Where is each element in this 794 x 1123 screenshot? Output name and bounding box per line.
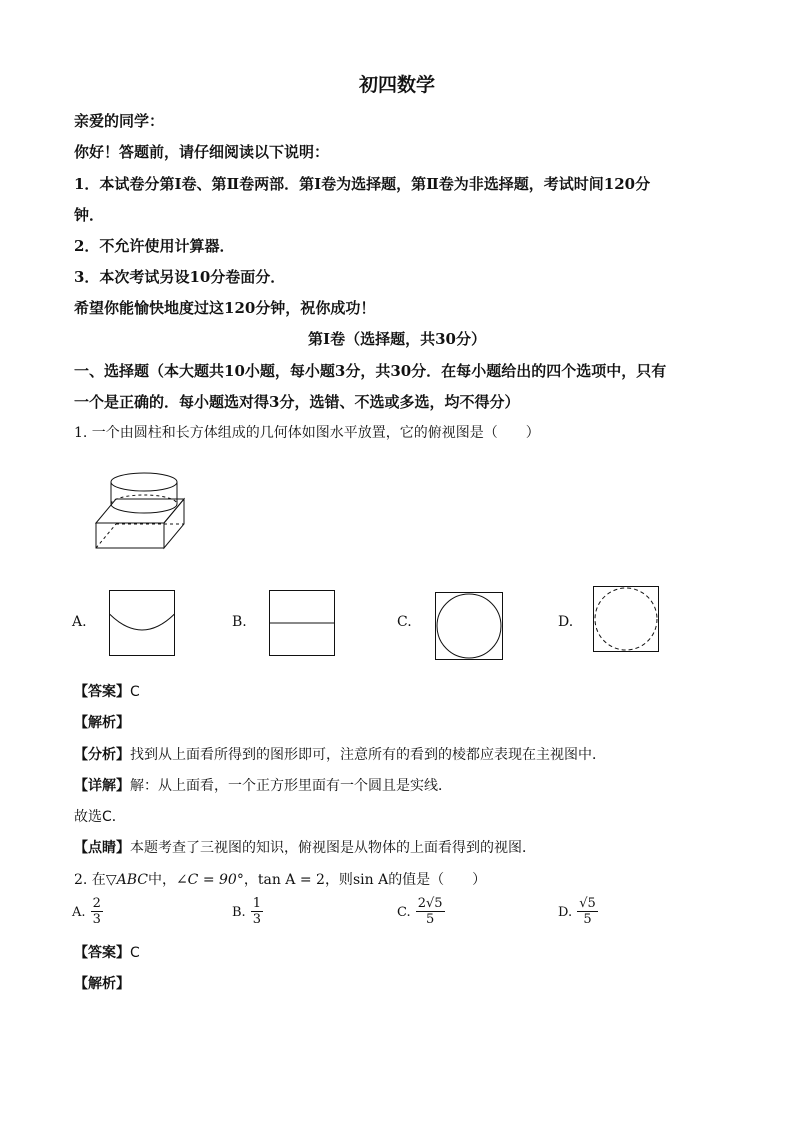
denominator: 3 xyxy=(252,912,262,927)
answer-value: C xyxy=(130,684,140,700)
q1-fenxi-line xyxy=(74,744,606,764)
section-heading: 第Ⅰ卷（选择题，共30分） xyxy=(308,330,486,348)
hello-line: 你好！答题前，请仔细阅读以下说明： xyxy=(74,143,330,161)
q1-option-b-label: B. xyxy=(232,614,247,630)
question-1-stem: 1. 一个由圆柱和长方体组成的几何体如图水平放置，它的俯视图是（ ） xyxy=(74,425,540,441)
numerator: √5 xyxy=(579,896,596,911)
q2-option-a-fraction xyxy=(91,896,103,927)
q1-analysis-heading xyxy=(74,712,130,732)
q1-option-c-label: C. xyxy=(397,614,412,630)
q1-option-d-label: D. xyxy=(558,614,574,630)
q2-option-c-label: C. xyxy=(397,905,411,920)
greeting: 亲爱的同学： xyxy=(74,112,165,130)
q2-tan: tan A = 2 xyxy=(257,872,325,888)
q2-option-a xyxy=(72,896,103,927)
dianjing-text: 本题考查了三视图的知识，俯视图是从物体的上面看得到的视图． xyxy=(130,840,536,856)
fenxi-tag: 【分析】 xyxy=(74,747,130,763)
q2-suffix: 的值是（ ） xyxy=(388,872,487,888)
q1-option-a-label: A. xyxy=(72,614,87,630)
q1-answer-line xyxy=(74,681,140,701)
q2-option-b-fraction xyxy=(251,896,263,927)
page-title: 初四数学 xyxy=(358,74,435,96)
q2-option-b xyxy=(232,896,263,927)
answer-tag: 【答案】 xyxy=(74,945,130,961)
denominator: 3 xyxy=(92,912,101,927)
q2-answer-line xyxy=(74,942,140,962)
numerator: 1 xyxy=(252,896,262,911)
q2-angle: ∠C = 90° xyxy=(175,872,244,888)
q2-mid2: ，则 xyxy=(324,872,353,888)
numerator: 2√5 xyxy=(417,896,443,911)
note-1-line-2: 钟． xyxy=(74,206,105,224)
q2-option-a-label: A. xyxy=(72,905,86,920)
q2-option-d-label: D. xyxy=(558,905,573,920)
xiangjie-text: 解：从上面看，一个正方形里面有一个圆且是实线． xyxy=(130,778,452,794)
q1-xiangjie-line xyxy=(74,775,452,795)
q2-prefix: 2. 在 xyxy=(74,872,106,888)
section-instructions-line-2: 一个是正确的．每小题选对得3分，选错、不选或多选，均不得分） xyxy=(74,393,520,411)
question-2-stem xyxy=(74,869,486,889)
q2-mid1: 中， xyxy=(147,872,176,888)
q2-sin: sin A xyxy=(352,872,389,888)
q1-dianjing-line xyxy=(74,837,536,857)
fenxi-text: 找到从上面看所得到的图形即可，注意所有的看到的棱都应表现在主视图中． xyxy=(130,747,606,763)
answer-value: C xyxy=(130,945,140,961)
q2-option-c xyxy=(397,896,445,927)
q1-option-b-figure xyxy=(269,590,335,656)
q2-option-b-label: B. xyxy=(232,905,246,920)
analysis-tag: 【解析】 xyxy=(74,976,130,992)
note-1-line-1: 1．本试卷分第Ⅰ卷、第Ⅱ卷两部．第Ⅰ卷为选择题，第Ⅱ卷为非选择题，考试时间120分 xyxy=(74,175,651,193)
denominator: 5 xyxy=(583,912,592,927)
q2-triangle: ▽ABC xyxy=(105,872,148,888)
dianjing-tag: 【点睛】 xyxy=(74,840,130,856)
q2-option-d-fraction xyxy=(577,896,598,927)
analysis-tag: 【解析】 xyxy=(74,715,130,731)
q2-option-c-fraction xyxy=(416,896,445,927)
numerator: 2 xyxy=(92,896,101,911)
xiangjie-tag: 【详解】 xyxy=(74,778,130,794)
section-instructions-line-1: 一、选择题（本大题共10小题，每小题3分，共30分．在每小题给出的四个选项中，只有 xyxy=(74,362,667,380)
note-2: 2．不允许使用计算器． xyxy=(74,237,235,255)
q2-analysis-heading xyxy=(74,973,130,993)
q2-option-d xyxy=(558,896,598,927)
q1-option-c-figure xyxy=(435,592,503,660)
q2-sep: ， xyxy=(243,872,258,888)
q1-option-a-figure xyxy=(109,590,175,656)
question-1-solid-figure xyxy=(88,452,198,552)
q1-choose-line: 故选C． xyxy=(74,809,126,825)
wish-line: 希望你能愉快地度过这120分钟，祝你成功！ xyxy=(74,299,376,317)
answer-tag: 【答案】 xyxy=(74,684,130,700)
denominator: 5 xyxy=(425,912,435,927)
note-3: 3．本次考试另设10分卷面分． xyxy=(74,268,286,286)
q1-option-d-figure xyxy=(593,586,659,652)
